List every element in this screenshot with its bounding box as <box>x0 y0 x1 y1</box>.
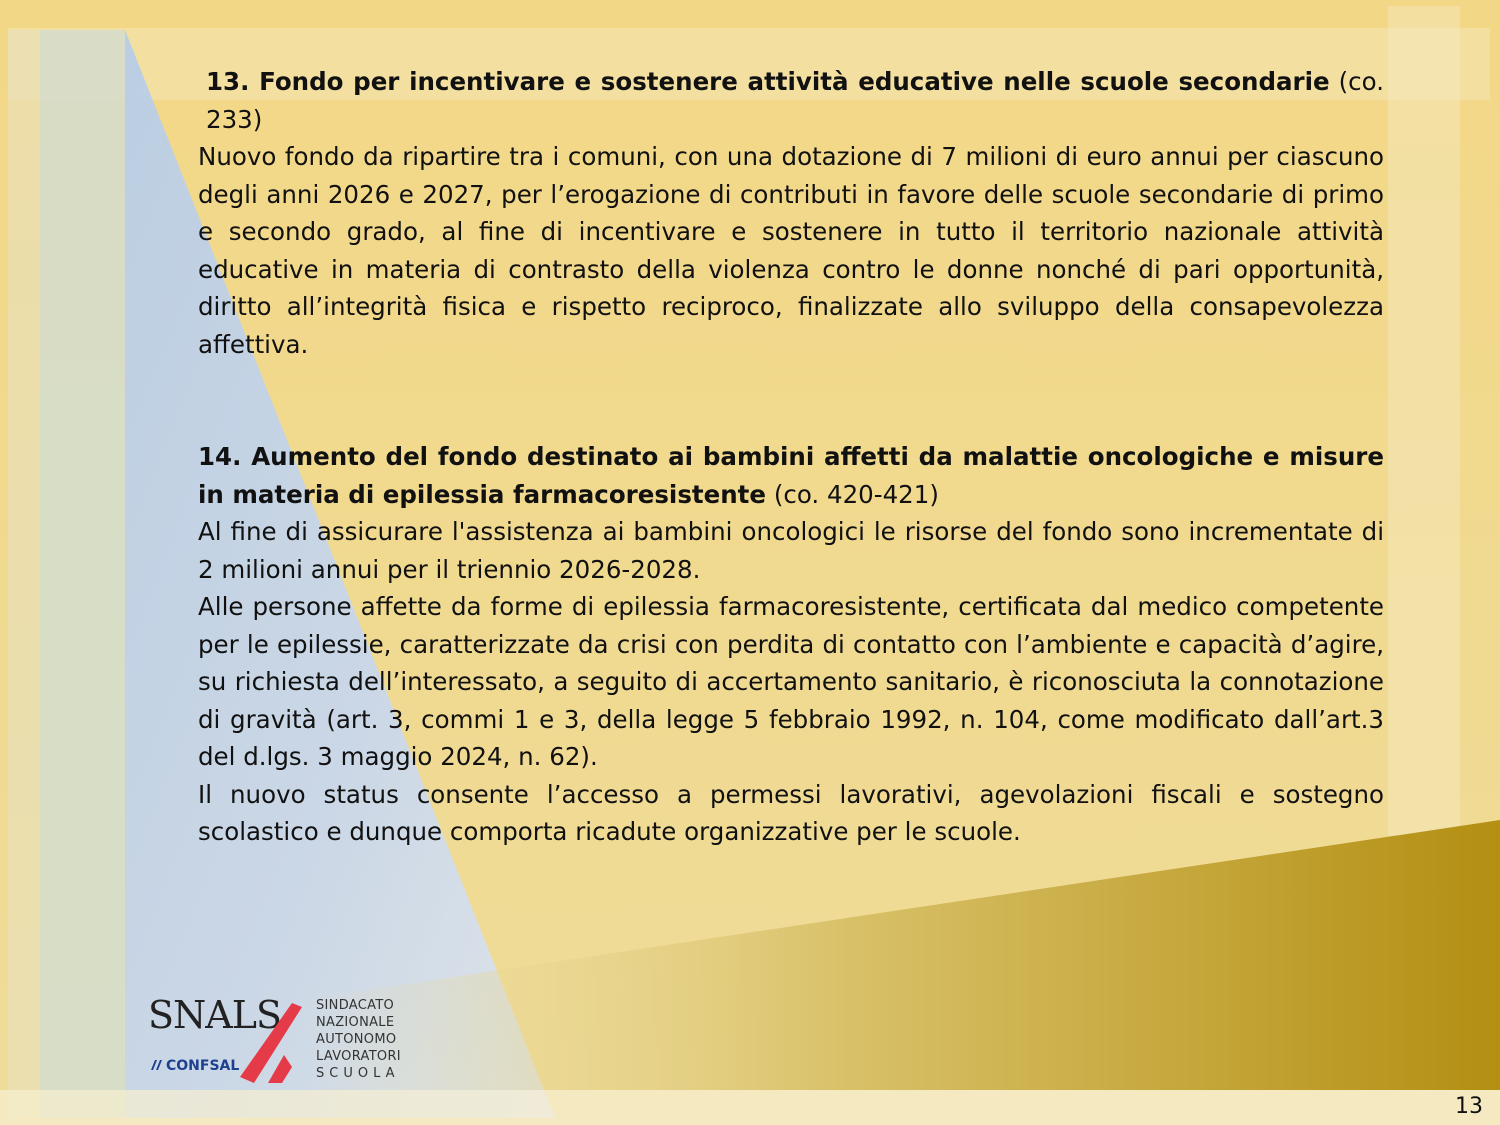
section-13-title: 13. Fondo per incentivare e sostenere attività educative nelle scuole secondarie <box>206 67 1330 96</box>
tagline-line: SCUOLA <box>316 1066 400 1081</box>
confsal-text: CONFSAL <box>166 1058 240 1074</box>
snals-tagline <box>316 997 401 1082</box>
tagline-line: NAZIONALE <box>316 1015 395 1030</box>
section-14-title: 14. Aumento del fondo destinato ai bambini affetti da malattie oncologiche e misure in materia di epilessia farmacoresistente <box>198 442 1384 509</box>
section-13-body: Nuovo fondo da ripartire tra i comuni, con una dotazione di 7 milioni di euro annui per ciascuno degli anni 2026 e 2027, per l’erogazione di contributi in favore delle scuole secondarie di primo e secondo grado, al fine di incentivare e sostenere in tutto il territorio nazionale attività educative in materia di contrasto della violenza contro le donne nonché di pari opportunità, diritto all’integrità fisica e rispetto reciproco, finalizzate allo sviluppo della consapevolezza affettiva. <box>198 142 1384 359</box>
spacer <box>198 363 1384 438</box>
section-14-paragraph-3: Il nuovo status consente l’accesso a permessi lavorativi, agevolazioni fiscali e sostegno scolastico e dunque comporta ricadute organizzative per le scuole. <box>198 779 1384 846</box>
confsal-icon <box>150 1059 164 1071</box>
snals-logo <box>148 993 418 1088</box>
page-number: 13 <box>1455 1094 1483 1119</box>
section-14-heading <box>198 438 1384 513</box>
section-13-heading <box>198 63 1384 138</box>
confsal-label <box>150 1058 239 1074</box>
tagline-line: SINDACATO <box>316 998 395 1013</box>
tagline-line: LAVORATORI <box>316 1049 401 1064</box>
section-14-ref: (co. 420-421) <box>773 479 939 509</box>
section-14-paragraph-2: Alle persone affette da forme di epilessia farmacoresistente, certificata dal medico competente per le epilessie, caratterizzate da crisi con perdita di contatto con l’ambiente e capacità d’agire, su richiesta dell’interessato, a seguito di accertamento sanitario, è riconosciuta la connotazione di gravità (art. 3, commi 1 e 3, della legge 5 febbraio 1992, n. 104, come modificato dall’art.3 del d.lgs. 3 maggio 2024, n. 62). <box>198 592 1384 771</box>
section-14-paragraph-1: Al fine di assicurare l'assistenza ai bambini oncologici le risorse del fondo sono incrementate di 2 milioni annui per il triennio 2026-2028. <box>198 517 1384 584</box>
slide-content <box>198 63 1384 851</box>
snals-wordmark: SNALS <box>148 993 281 1037</box>
section-13-ref: (co. 233) <box>206 67 1384 134</box>
tagline-line: AUTONOMO <box>316 1032 397 1047</box>
snals-mark-icon <box>240 997 310 1083</box>
